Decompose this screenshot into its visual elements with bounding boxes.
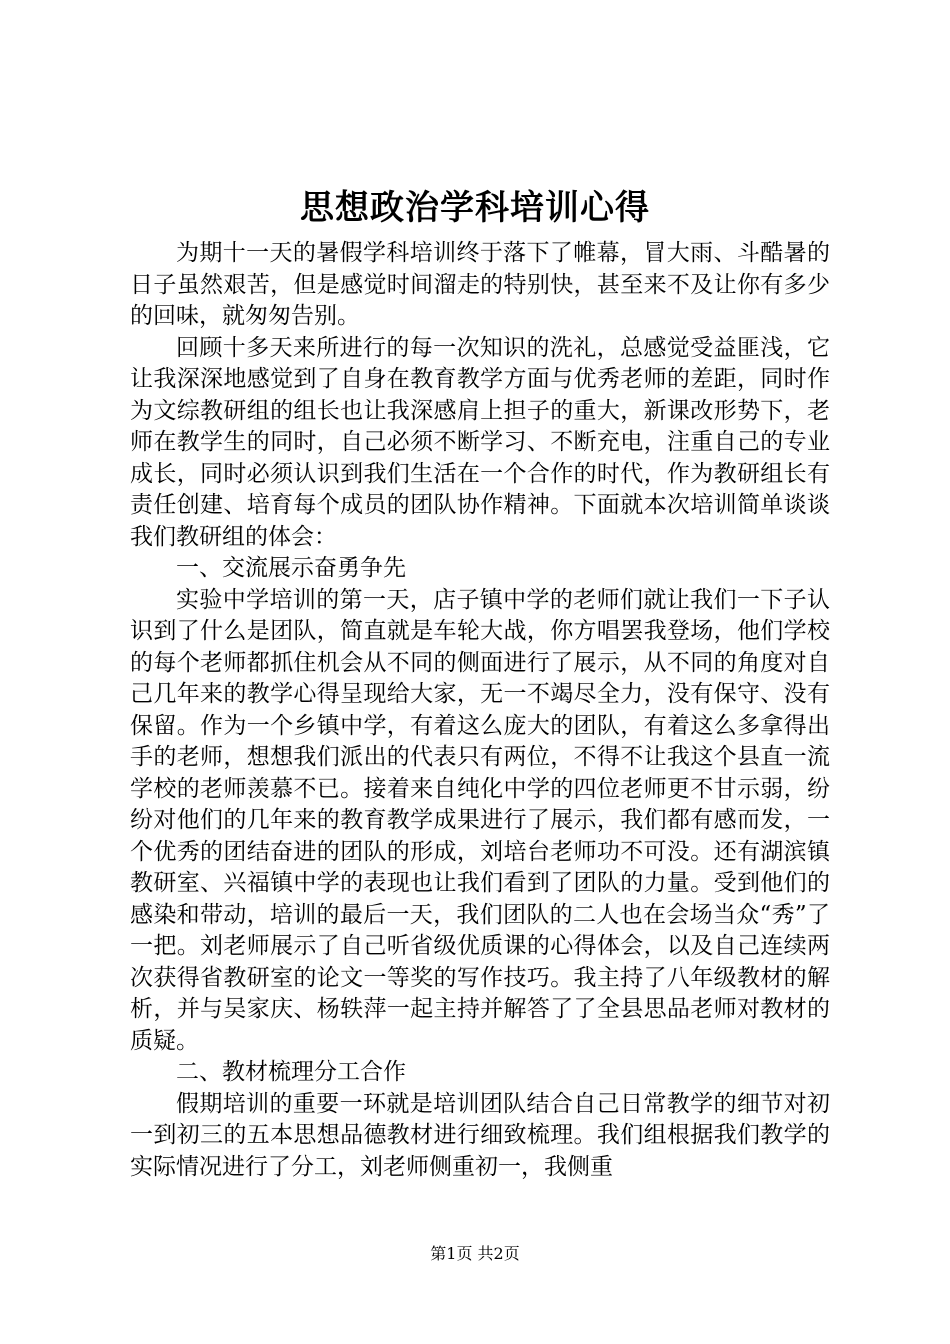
section-heading-1: 一、交流展示奋勇争先 [176,555,406,581]
paragraph-intro: 为期十一天的暑假学科培训终于落下了帷幕，冒大雨、斗酷暑的日子虽然艰苦，但是感觉时间溜走的特别快，甚至来不及让你有多少的回味，就匆匆告别。 [130,240,830,329]
page-number-footer: 第1页 共2页 [430,1244,520,1263]
paragraph-review: 回顾十多天来所进行的每一次知识的洗礼，总感觉受益匪浅，它让我深深地感觉到了自身在教育教学方面与优秀老师的差距，同时作为文综教研组的组长也让我深感肩上担子的重大，新课改形势下，老师在教学生的同时，自己必须不断学习、不断充电，注重自己的专业成长，同时必须认识到我们生活在一个合作的时代，作为教研组长有责任创建、培育每个成员的团队协作精神。下面就本次培训简单谈谈我们教研组的体会： [130,334,830,550]
paragraph-section-1: 实验中学培训的第一天，店子镇中学的老师们就让我们一下子认识到了什么是团队，简直就是车轮大战，你方唱罢我登场，他们学校的每个老师都抓住机会从不同的侧面进行了展示，从不同的角度对自己几年来的教学心得呈现给大家，无一不竭尽全力，没有保守、没有保留。作为一个乡镇中学，有着这么庞大的团队，有着这么多拿得出手的老师，想想我们派出的代表只有两位，不得不让我这个县直一流学校的老师羡慕不已。接着来自纯化中学的四位老师更不甘示弱，纷纷对他们的几年来的教育教学成果进行了展示，我们都有感而发，一个优秀的团结奋进的团队的形成，刘培台老师功不可没。还有湖滨镇教研室、兴福镇中学的表现也让我们看到了团队的力量。受到他们的感染和带动，培训的最后一天，我们团队的二人也在会场当众“秀”了一把。刘老师展示了自己听省级优质课的心得体会，以及自己连续两次获得省教研室的论文一等奖的写作技巧。我主持了八年级教材的解析，并与吴家庆、杨轶萍一起主持并解答了了全县思品老师对教材的质疑。 [130,586,830,1054]
document-body [130,238,830,1183]
document-title: 思想政治学科培训心得 [300,188,650,228]
paragraph-section-2: 假期培训的重要一环就是培训团队结合自己日常教学的细节对初一到初三的五本思想品德教材进行细致梳理。我们组根据我们教学的实际情况进行了分工，刘老师侧重初一，我侧重 [130,1090,830,1180]
section-heading-2: 二、教材梳理分工合作 [176,1059,406,1085]
